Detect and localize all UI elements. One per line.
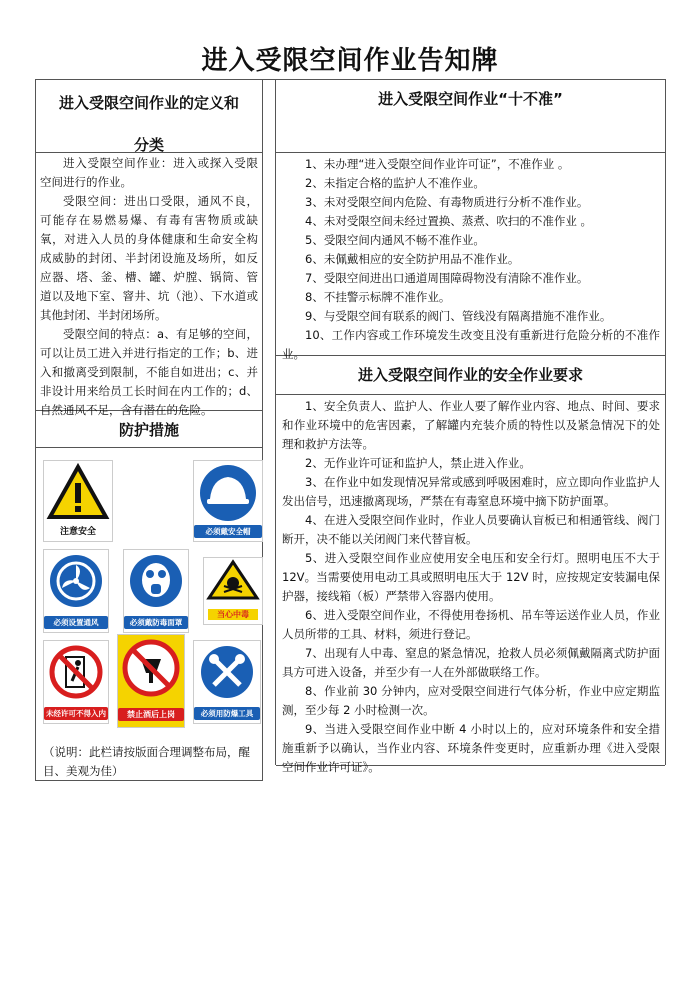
warning-triangle-icon [44, 461, 112, 523]
list-item: 8、不挂警示标牌不准作业。 [305, 290, 451, 304]
safety-rules-list [282, 397, 660, 777]
list-item: 5、受限空间内通风不畅不准作业。 [305, 233, 485, 247]
list-item: 2、未指定合格的监护人不准作业。 [305, 176, 485, 190]
ventilation-sign [43, 549, 109, 633]
row-divider-rules [276, 152, 665, 153]
page-title: 进入受限空间作业告知牌 [201, 46, 499, 76]
list-item: 1、安全负责人、监护人、作业人要了解作业内容、地点、时间、要求和作业环境中的危害因素，了解罐内充装介质的特性以及紧急情况下的处理和救护方法等。 [282, 399, 660, 451]
sign-label: 注意安全 [59, 527, 96, 537]
definition-paragraph: 进入受限空间作业：进入或探入受限空间进行的作业。 [40, 156, 258, 189]
gas-mask-sign [123, 549, 189, 633]
list-item: 5、进入受限空间作业应使用安全电压和安全行灯。照明电压不大于 12V。当需要使用电动工具或照明电压大于 12V 时，应按规定安装漏电保护器，接线箱（板）严禁带入容器内使用。 [282, 551, 660, 603]
row-divider-safety-body [276, 394, 665, 395]
list-item: 6、未佩戴相应的安全防护用品不准作业。 [305, 252, 520, 266]
table-top-border [35, 79, 666, 80]
sign-label: 当心中毒 [208, 609, 258, 620]
ten-rules-header: 进入受限空间作业“十不准” [378, 90, 563, 108]
protection-header: 防护措施 [118, 421, 179, 439]
definition-header-line2: 分类 [133, 136, 164, 154]
no-entry-icon [44, 641, 108, 703]
column-divider-right [275, 79, 276, 765]
list-item: 7、出现有人中毒、窒息的紧急情况，抢救人员必须佩戴隔离式防护面具方可进入设备，并至少有一人在外部做联络工作。 [282, 646, 660, 679]
helmet-sign [193, 460, 263, 542]
list-item: 7、受限空间进出口通道周围障碍物没有清除不准作业。 [305, 271, 589, 285]
ten-rules-list [282, 155, 660, 364]
wrench-icon [194, 641, 260, 703]
list-item: 8、作业前 30 分钟内，应对受限空间进行气体分析，作业中应定期监测，至少每 2 小时检测一次。 [282, 684, 660, 717]
no-entry-sign [43, 640, 109, 724]
sign-label: 未经许可不得入内 [46, 709, 106, 718]
list-item: 3、在作业中如发现情况异常或感到呼吸困难时，应立即向作业监护人发出信号，迅速撤离现场，严禁在有毒窒息环境中摘下防护面罩。 [282, 475, 660, 508]
tools-sign [193, 640, 261, 724]
skull-icon [204, 558, 262, 602]
safety-header: 进入受限空间作业的安全作业要求 [357, 366, 583, 384]
fan-icon [44, 550, 108, 612]
sign-label: 必须戴安全帽 [194, 525, 262, 538]
definition-header [36, 88, 262, 160]
list-item: 9、当进入受限空间作业中断 4 小时以上的，应对环境条件和安全措施重新予以确认，当作业内容、环境条件变更时，应重新办理《进入受限空间作业许可证》。 [282, 722, 660, 774]
sign-label: 必须戴防毒面罩 [124, 616, 188, 629]
list-item: 6、进入受限空间作业，不得使用卷扬机、吊车等运送作业人员，作业人员所带的工具、材料，须进行登记。 [282, 608, 660, 641]
poison-sign [203, 557, 263, 625]
warning-sign [43, 460, 113, 542]
list-item: 4、在进入受限空间作业时，作业人员要确认盲板已和相通管线、阀门断开，决不能以关闭阀门来代替盲板。 [282, 513, 660, 546]
list-item: 3、未对受限空间内危险、有毒物质进行分析不准作业。 [305, 195, 589, 209]
definition-header-line1: 进入受限空间作业的定义和 [58, 94, 239, 112]
table-right-border [665, 79, 666, 765]
safety-signs-panel [43, 452, 263, 742]
no-alcohol-sign [117, 634, 185, 728]
list-item: 1、未办理“进入受限空间作业许可证”，不准作业 。 [305, 157, 570, 171]
definition-body [40, 154, 258, 420]
layout-note: （说明：此栏请按版面合理调整布局，醒目、美观为佳） [43, 745, 250, 778]
sign-label: 必须设置通风 [44, 616, 108, 629]
list-item: 9、与受限空间有联系的阀门、管线没有隔离措施不准作业。 [305, 309, 612, 323]
list-item: 10、工作内容或工作环境发生改变且没有重新进行危险分析的不准作业。 [282, 328, 660, 361]
row-divider-protection-body [36, 447, 262, 448]
definition-paragraph: 受限空间：进出口受限，通风不良，可能存在易燃易爆、有毒有害物质或缺氧，对进入人员的身体健康和生命安全构成威胁的封闭、半封闭设施及场所，如反应器、塔、釜、槽、罐、炉膛、锅筒、管道以及地下室、窨井、坑（池）、下水道或其他封闭、半封闭场所。 [40, 194, 258, 322]
helmet-icon [194, 461, 262, 525]
definition-paragraph: 受限空间的特点：a、有足够的空间，可以让员工进入并进行指定的工作；b、进入和撤离受到限制，不能自如进出；c、并非设计用来给员工长时间在内工作的；d、自然通风不足，含有潜在的危险。 [40, 327, 258, 417]
list-item: 4、未对受限空间未经过置换、蒸煮、吹扫的不准作业 。 [305, 214, 592, 228]
list-item: 2、无作业许可证和监护人，禁止进入作业。 [305, 456, 531, 470]
gas-mask-icon [124, 550, 188, 612]
sign-label: 必须用防爆工具 [194, 707, 260, 720]
sign-label: 禁止酒后上岗 [118, 708, 184, 721]
no-alcohol-icon [118, 635, 184, 701]
